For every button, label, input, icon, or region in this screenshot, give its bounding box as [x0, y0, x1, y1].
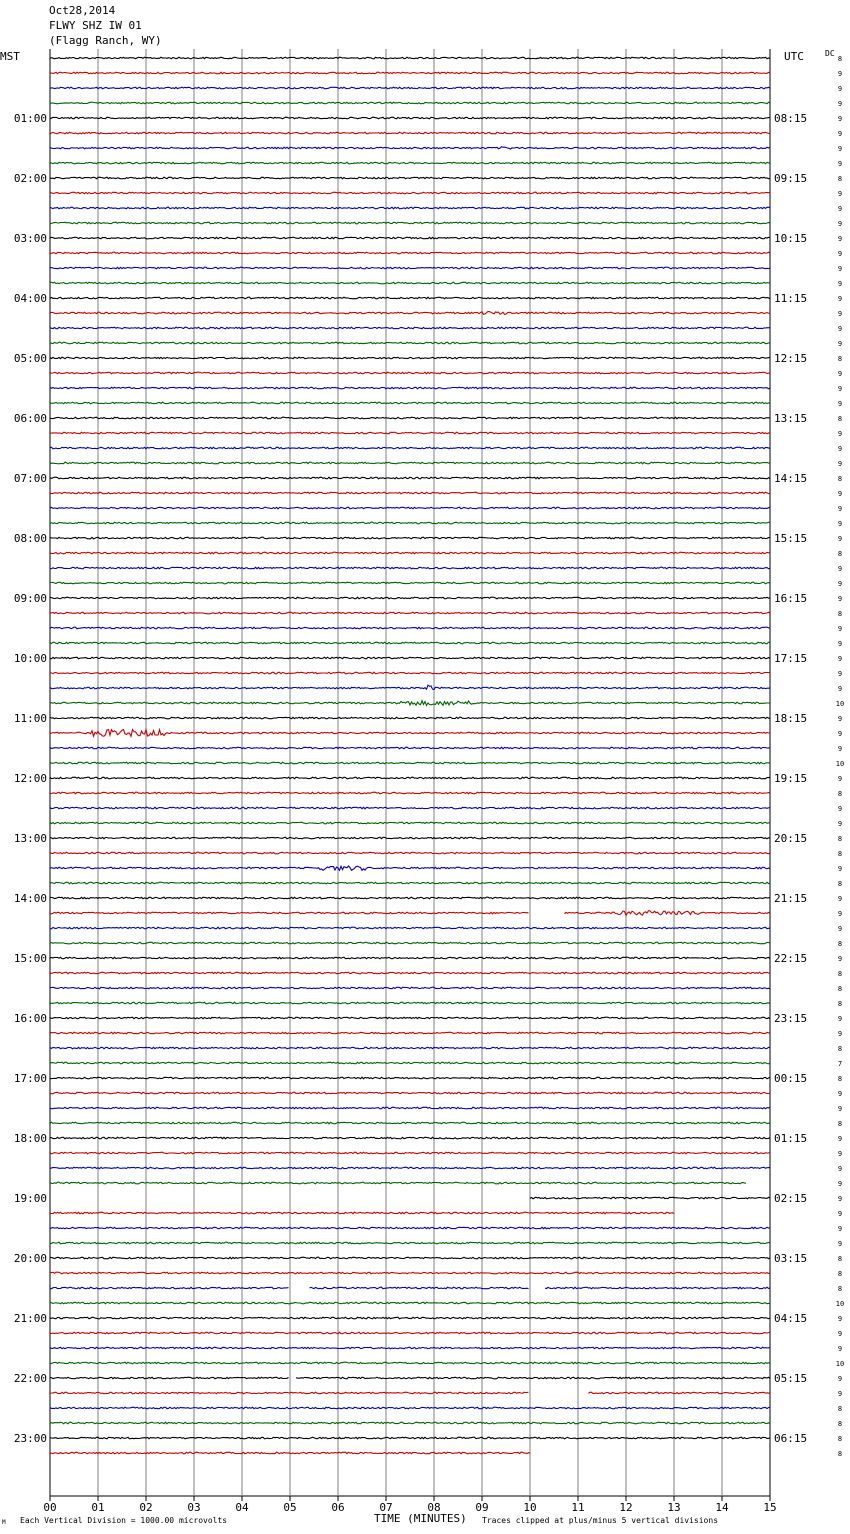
mst-hour-label: 06:00: [13, 412, 47, 425]
dc-offset-value: 8: [837, 175, 843, 183]
x-tick-label: 00: [43, 1501, 57, 1514]
trace-row: [50, 852, 770, 854]
dc-offset-value: 9: [837, 445, 843, 453]
trace-row: [50, 672, 770, 674]
dc-offset-value: 8: [837, 1255, 843, 1263]
utc-hour-label: 19:15: [774, 772, 808, 785]
x-tick-label: 08: [427, 1501, 441, 1514]
dc-offset-value: 8: [837, 415, 843, 423]
trace-row: [50, 162, 770, 164]
trace-row: [50, 1362, 770, 1364]
dc-offset-value: 8: [837, 1270, 843, 1278]
trace-row: [50, 1107, 770, 1109]
x-tick-label: 02: [139, 1501, 153, 1514]
trace-row: [50, 911, 770, 916]
trace-row: [50, 1017, 770, 1019]
dc-offset-value: 8: [837, 1000, 843, 1008]
dc-offset-value: 9: [837, 580, 843, 588]
trace-row: [50, 1167, 770, 1169]
right-axis-title: UTC: [784, 50, 804, 63]
dc-offset-value: 9: [837, 250, 843, 258]
dc-offset-value: 9: [837, 1090, 843, 1098]
trace-row: [50, 747, 770, 749]
dc-offset-value: 9: [837, 265, 843, 273]
mst-hour-label: 03:00: [13, 232, 47, 245]
dc-offset-value: 9: [837, 670, 843, 678]
trace-row: [50, 237, 770, 239]
utc-hour-label: 18:15: [774, 712, 808, 725]
dc-offset-value: 9: [837, 280, 843, 288]
x-tick-label: 11: [571, 1501, 585, 1514]
dc-offset-value: 9: [837, 85, 843, 93]
dc-offset-value: 8: [837, 835, 843, 843]
trace-row: [50, 207, 770, 209]
trace-row: [50, 252, 770, 254]
trace-row: [50, 102, 770, 104]
utc-hour-label: 16:15: [774, 592, 808, 605]
dc-offset-value: 9: [837, 1315, 843, 1323]
utc-hour-label: 05:15: [774, 1372, 808, 1385]
x-tick-label: 06: [331, 1501, 345, 1514]
dc-offset-value: 8: [837, 1075, 843, 1083]
dc-offset-value: 9: [837, 1390, 843, 1398]
dc-offset-value: 9: [837, 595, 843, 603]
dc-offset-value: 8: [837, 355, 843, 363]
x-tick-label: 13: [667, 1501, 681, 1514]
clip-note: Traces clipped at plus/minus 5 vertical divisions: [482, 1516, 719, 1525]
mst-hour-label: 07:00: [13, 472, 47, 485]
trace-row: [50, 417, 770, 419]
trace-row: [50, 1332, 770, 1334]
mst-hour-label: 21:00: [13, 1312, 47, 1325]
mst-hour-label: 09:00: [13, 592, 47, 605]
trace-row: [50, 837, 770, 839]
trace-row: [50, 597, 770, 599]
mst-hour-label: 17:00: [13, 1072, 47, 1085]
trace-row: [50, 1242, 770, 1244]
trace-row: [50, 582, 770, 584]
dc-offset-value: 8: [837, 970, 843, 978]
dc-offset-value: 9: [837, 1165, 843, 1173]
dc-offset-value: 8: [837, 1045, 843, 1053]
dc-offset-value: 10: [835, 700, 845, 708]
dc-offset-value: 9: [837, 715, 843, 723]
dc-offset-value: 9: [837, 1030, 843, 1038]
trace-row: [50, 477, 770, 479]
dc-offset-value: 9: [837, 190, 843, 198]
trace-row: [50, 987, 770, 989]
dc-column-title: DC: [825, 49, 835, 58]
trace-row: [50, 462, 770, 464]
trace-row: [50, 311, 770, 314]
plot-date: Oct28,2014: [49, 4, 116, 17]
trace-row: [50, 387, 770, 389]
trace-row: [50, 57, 770, 59]
trace-row: [50, 762, 770, 764]
utc-hour-label: 10:15: [774, 232, 808, 245]
trace-row: [50, 222, 770, 224]
utc-hour-label: 23:15: [774, 1012, 808, 1025]
dc-offset-value: 9: [837, 1180, 843, 1188]
mst-hour-label: 13:00: [13, 832, 47, 845]
dc-offset-value: 8: [837, 1450, 843, 1458]
trace-row: [50, 730, 770, 737]
dc-offset-value: 8: [837, 610, 843, 618]
station-name: FLWY SHZ IW 01: [49, 19, 142, 32]
dc-offset-value: 9: [837, 925, 843, 933]
dc-offset-value: 8: [837, 475, 843, 483]
mst-hour-label: 23:00: [13, 1432, 47, 1445]
trace-row: [50, 942, 770, 944]
trace-row: [50, 866, 770, 870]
trace-row: [50, 1047, 770, 1049]
trace-row: [50, 1062, 770, 1064]
dc-offset-value: 9: [837, 1150, 843, 1158]
utc-hour-label: 04:15: [774, 1312, 808, 1325]
trace-row: [50, 927, 770, 929]
trace-row: [50, 1272, 770, 1274]
trace-row: [50, 1392, 770, 1394]
dc-offset-value: 9: [837, 460, 843, 468]
dc-offset-value: 8: [837, 790, 843, 798]
dc-offset-value: 9: [837, 865, 843, 873]
trace-row: [50, 1182, 746, 1184]
dc-offset-value: 9: [837, 1015, 843, 1023]
dc-offset-value: 9: [837, 490, 843, 498]
dc-offset-value: 8: [837, 940, 843, 948]
x-tick-label: 14: [715, 1501, 729, 1514]
trace-row: [50, 1422, 770, 1424]
corner-mark: M: [2, 1519, 6, 1526]
mst-hour-label: 20:00: [13, 1252, 47, 1265]
trace-row: [50, 1077, 770, 1079]
utc-hour-label: 15:15: [774, 532, 808, 545]
utc-hour-label: 01:15: [774, 1132, 808, 1145]
x-tick-label: 07: [379, 1501, 393, 1514]
utc-hour-label: 12:15: [774, 352, 808, 365]
dc-offset-value: 9: [837, 1225, 843, 1233]
dc-offset-value: 9: [837, 805, 843, 813]
dc-offset-value: 9: [837, 70, 843, 78]
dc-offset-value: 7: [837, 1060, 843, 1068]
mst-hour-label: 12:00: [13, 772, 47, 785]
dc-offset-value: 9: [837, 745, 843, 753]
dc-offset-value: 9: [837, 535, 843, 543]
station-location: (Flagg Ranch, WY): [49, 34, 162, 47]
trace-row: [50, 822, 770, 824]
trace-row: [50, 192, 770, 194]
dc-offset-value: 9: [837, 205, 843, 213]
mst-hour-label: 14:00: [13, 892, 47, 905]
mst-hour-label: 04:00: [13, 292, 47, 305]
trace-row: [50, 507, 770, 509]
dc-offset-value: 9: [837, 310, 843, 318]
dc-offset-value: 8: [837, 1285, 843, 1293]
dc-offset-value: 9: [837, 625, 843, 633]
utc-hour-label: 21:15: [774, 892, 808, 905]
trace-row: [50, 897, 770, 899]
trace-row: [50, 552, 770, 554]
utc-hour-label: 00:15: [774, 1072, 808, 1085]
trace-row: [50, 1122, 770, 1124]
trace-row: [50, 282, 770, 284]
trace-row: [50, 1347, 770, 1349]
trace-row: [50, 87, 770, 89]
utc-hour-label: 11:15: [774, 292, 808, 305]
trace-row: [50, 1212, 674, 1214]
dc-offset-value: 9: [837, 565, 843, 573]
x-tick-label: 05: [283, 1501, 297, 1514]
trace-row: [50, 372, 770, 374]
mst-hour-label: 18:00: [13, 1132, 47, 1145]
mst-hour-label: 10:00: [13, 652, 47, 665]
trace-row: [50, 1317, 770, 1319]
trace-row: [50, 1137, 770, 1139]
trace-row: [50, 357, 770, 359]
trace-row: [50, 297, 770, 299]
trace-row: [50, 1377, 770, 1379]
trace-row: [50, 522, 770, 524]
dc-offset-value: 8: [837, 1435, 843, 1443]
dc-offset-value: 10: [835, 760, 845, 768]
dc-offset-value: 9: [837, 145, 843, 153]
mst-hour-label: 15:00: [13, 952, 47, 965]
trace-row: [50, 642, 770, 644]
x-tick-label: 09: [475, 1501, 489, 1514]
utc-hour-label: 14:15: [774, 472, 808, 485]
utc-hour-label: 02:15: [774, 1192, 808, 1205]
utc-hour-label: 09:15: [774, 172, 808, 185]
trace-row: [50, 492, 770, 494]
dc-offset-value: 8: [837, 55, 843, 63]
trace-row: [50, 1152, 770, 1154]
trace-row: [50, 267, 770, 269]
dc-offset-value: 9: [837, 1330, 843, 1338]
x-tick-label: 10: [523, 1501, 537, 1514]
trace-row: [50, 972, 770, 974]
x-tick-label: 03: [187, 1501, 201, 1514]
dc-offset-value: 9: [837, 130, 843, 138]
dc-offset-value: 10: [835, 1300, 845, 1308]
dc-offset-value: 9: [837, 685, 843, 693]
trace-row: [530, 1197, 770, 1199]
dc-offset-value: 9: [837, 115, 843, 123]
dc-offset-value: 9: [837, 775, 843, 783]
dc-offset-value: 9: [837, 895, 843, 903]
utc-hour-label: 17:15: [774, 652, 808, 665]
trace-row: [50, 432, 770, 434]
trace-row: [50, 147, 770, 150]
dc-offset-value: 9: [837, 730, 843, 738]
dc-offset-value: 9: [837, 340, 843, 348]
dc-offset-value: 9: [837, 640, 843, 648]
dc-offset-value: 9: [837, 955, 843, 963]
trace-row: [50, 685, 770, 690]
dc-offset-value: 8: [837, 1420, 843, 1428]
left-axis-title: MST: [0, 50, 20, 63]
x-tick-label: 12: [619, 1501, 633, 1514]
mst-hour-label: 01:00: [13, 112, 47, 125]
mst-hour-label: 05:00: [13, 352, 47, 365]
utc-hour-label: 20:15: [774, 832, 808, 845]
mst-hour-label: 22:00: [13, 1372, 47, 1385]
trace-row: [50, 447, 770, 449]
dc-offset-value: 8: [837, 880, 843, 888]
dc-offset-value: 9: [837, 160, 843, 168]
utc-hour-label: 22:15: [774, 952, 808, 965]
dc-offset-value: 8: [837, 1120, 843, 1128]
trace-row: [50, 882, 770, 884]
trace-row: [50, 1302, 770, 1304]
utc-hour-label: 06:15: [774, 1432, 808, 1445]
dc-offset-value: 8: [837, 550, 843, 558]
trace-row: [50, 132, 770, 134]
dc-offset-value: 9: [837, 430, 843, 438]
dc-offset-value: 9: [837, 820, 843, 828]
trace-row: [50, 402, 770, 404]
trace-row: [50, 777, 770, 779]
dc-offset-value: 10: [835, 1360, 845, 1368]
x-axis-label: TIME (MINUTES): [374, 1512, 467, 1525]
dc-offset-value: 9: [837, 325, 843, 333]
dc-offset-value: 9: [837, 1375, 843, 1383]
trace-row: [50, 327, 770, 329]
trace-row: [50, 1092, 770, 1094]
x-tick-label: 15: [763, 1501, 777, 1514]
dc-offset-value: 9: [837, 400, 843, 408]
dc-offset-value: 9: [837, 220, 843, 228]
utc-hour-label: 03:15: [774, 1252, 808, 1265]
dc-offset-value: 9: [837, 505, 843, 513]
trace-row: [50, 1407, 770, 1409]
trace-row: [50, 612, 770, 614]
mst-hour-label: 08:00: [13, 532, 47, 545]
x-tick-label: 04: [235, 1501, 249, 1514]
trace-row: [50, 1437, 770, 1439]
mst-hour-label: 19:00: [13, 1192, 47, 1205]
vertical-division-note: Each Vertical Division = 1000.00 microvolts: [20, 1516, 228, 1525]
trace-row: [50, 701, 770, 706]
dc-offset-value: 9: [837, 295, 843, 303]
dc-offset-value: 8: [837, 850, 843, 858]
dc-offset-value: 9: [837, 910, 843, 918]
trace-row: [50, 1227, 770, 1229]
dc-offset-value: 9: [837, 100, 843, 108]
trace-row: [50, 342, 770, 344]
trace-row: [50, 1287, 770, 1289]
dc-offset-value: 9: [837, 1135, 843, 1143]
mst-hour-label: 02:00: [13, 172, 47, 185]
trace-row: [50, 627, 770, 629]
dc-offset-value: 9: [837, 235, 843, 243]
trace-row: [50, 717, 770, 719]
trace-row: [50, 117, 770, 119]
trace-row: [50, 807, 770, 809]
dc-offset-value: 9: [837, 1240, 843, 1248]
dc-offset-value: 8: [837, 1405, 843, 1413]
dc-offset-value: 9: [837, 1345, 843, 1353]
dc-offset-value: 9: [837, 1195, 843, 1203]
dc-offset-value: 9: [837, 655, 843, 663]
x-tick-label: 01: [91, 1501, 105, 1514]
trace-row: [50, 1257, 770, 1259]
dc-offset-value: 8: [837, 985, 843, 993]
trace-row: [50, 567, 770, 569]
trace-row: [50, 792, 770, 794]
trace-row: [50, 1002, 770, 1004]
trace-row: [50, 1032, 770, 1034]
dc-offset-value: 9: [837, 520, 843, 528]
utc-hour-label: 13:15: [774, 412, 808, 425]
trace-row: [50, 537, 770, 539]
trace-row: [50, 72, 770, 74]
dc-offset-value: 9: [837, 370, 843, 378]
mst-hour-label: 16:00: [13, 1012, 47, 1025]
trace-row: [50, 957, 770, 959]
dc-offset-value: 9: [837, 385, 843, 393]
utc-hour-label: 08:15: [774, 112, 808, 125]
trace-row: [50, 177, 770, 179]
trace-row: [50, 657, 770, 659]
mst-hour-label: 11:00: [13, 712, 47, 725]
dc-offset-value: 9: [837, 1105, 843, 1113]
dc-offset-value: 9: [837, 1210, 843, 1218]
